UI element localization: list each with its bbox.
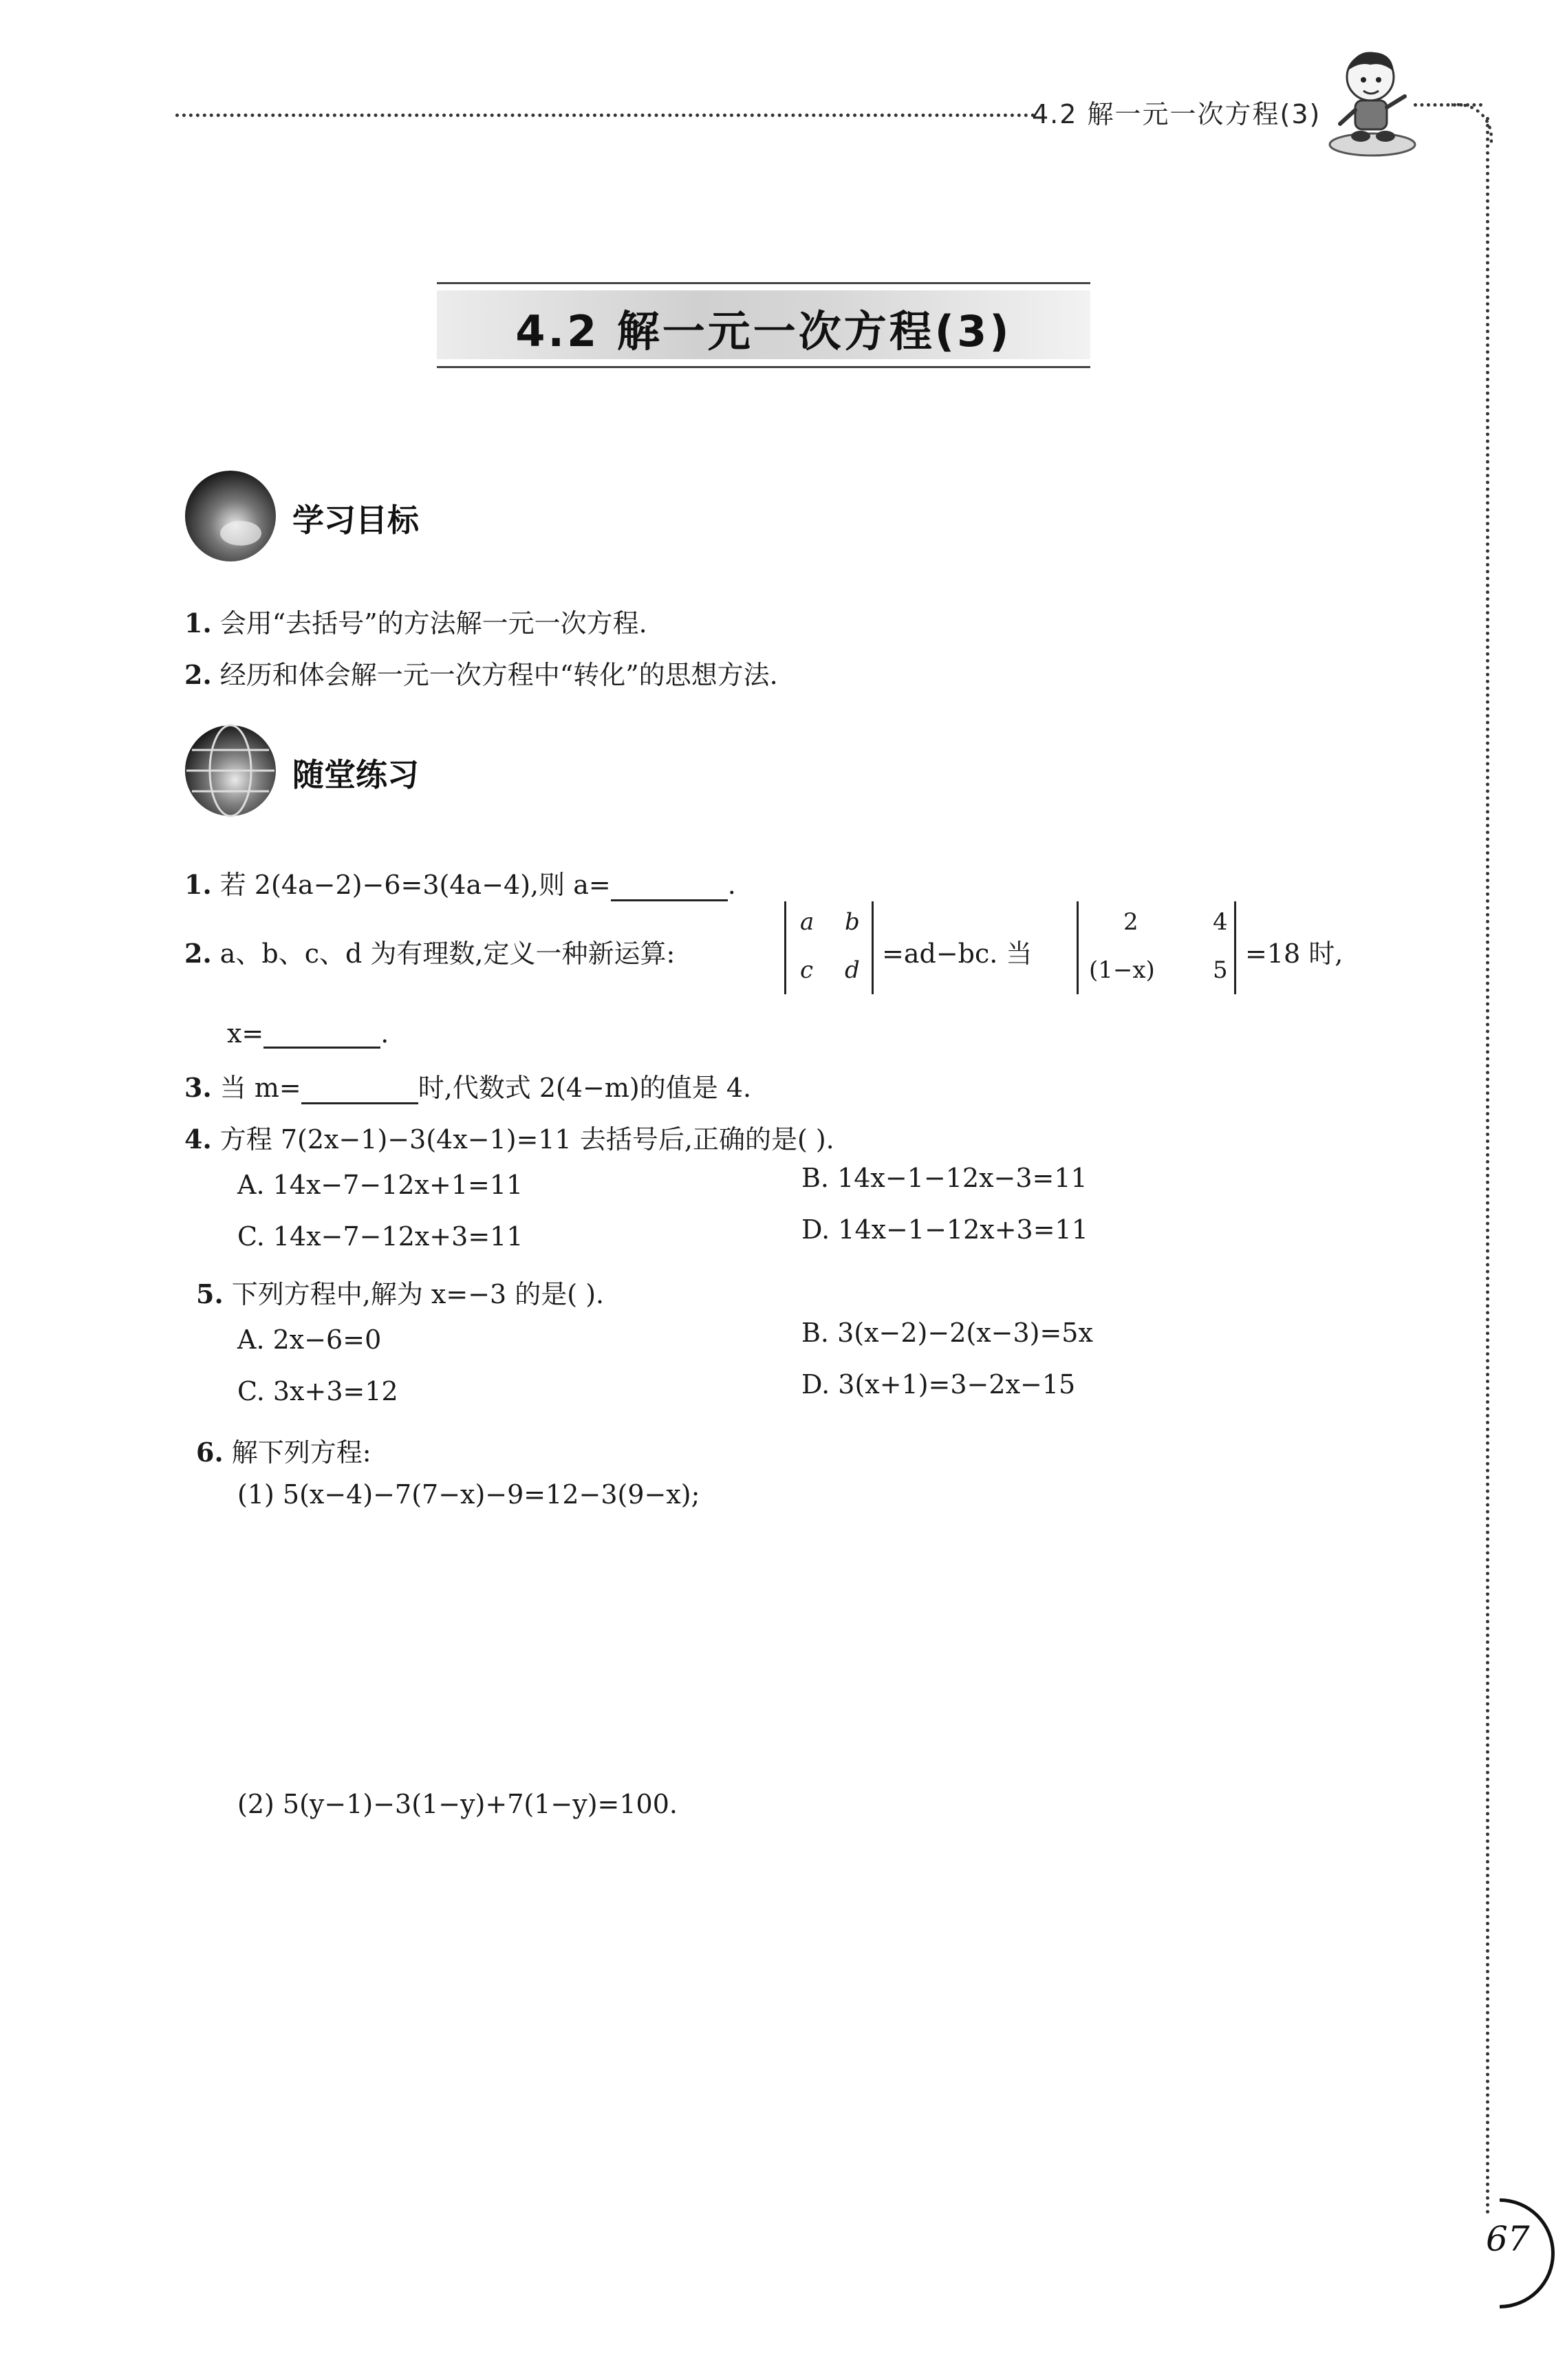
lesson-title-box: [437, 282, 1090, 368]
matrix1-d: d: [845, 956, 860, 984]
section-practice-label: 随堂练习: [292, 756, 419, 793]
answer-blank-q2[interactable]: [263, 1021, 380, 1049]
question-5-option-b[interactable]: B. 3(x−2)−2(x−3)=5x: [801, 1318, 1093, 1348]
question-2-condition: =18 时,: [1245, 939, 1343, 969]
question-4-option-c[interactable]: C. 14x−7−12x+3=11: [237, 1221, 524, 1252]
question-4-option-d[interactable]: D. 14x−1−12x+3=11: [801, 1214, 1088, 1245]
question-4-option-a[interactable]: A. 14x−7−12x+1=11: [237, 1170, 524, 1200]
question-5-option-c[interactable]: C. 3x+3=12: [237, 1376, 398, 1406]
determinant-abcd: [784, 901, 874, 994]
globe-grid-icon: [182, 722, 279, 819]
matrix2-top-left: 2: [1123, 908, 1138, 936]
answer-area-part-2[interactable]: [237, 1837, 1407, 2181]
matrix2-bottom-left: (1−x): [1089, 956, 1155, 984]
matrix2-bottom-right: 5: [1213, 956, 1228, 984]
question-6: 6. 解下列方程:: [196, 1437, 371, 1468]
matrix2-top-right: 4: [1213, 908, 1228, 936]
question-5-option-a[interactable]: A. 2x−6=0: [237, 1325, 382, 1355]
question-6-part-2: (2) 5(y−1)−3(1−y)+7(1−y)=100.: [237, 1789, 678, 1819]
section-goals-label: 学习目标: [292, 502, 419, 539]
question-2-answer-line: x= .: [227, 1018, 389, 1049]
question-2-definition: =ad−bc. 当: [882, 939, 1033, 969]
question-6-part-1: (1) 5(x−4)−7(7−x)−9=12−3(9−x);: [237, 1479, 700, 1510]
question-5-option-d[interactable]: D. 3(x+1)=3−2x−15: [801, 1369, 1076, 1400]
matrix1-c: c: [800, 956, 814, 984]
boy-mascot-icon: [1321, 41, 1424, 158]
question-5: 5. 下列方程中,解为 x=−3 的是( ).: [196, 1278, 605, 1309]
answer-blank-q3[interactable]: [301, 1077, 418, 1104]
question-4-option-b[interactable]: B. 14x−1−12x−3=11: [801, 1163, 1088, 1193]
question-1: 1. 若 2(4a−2)−6=3(4a−4),则 a= .: [184, 869, 736, 900]
globe-icon: [182, 468, 279, 564]
header-dotted-rule: [175, 114, 1035, 117]
answer-blank-q1[interactable]: [611, 874, 728, 901]
question-4: 4. 方程 7(2x−1)−3(4x−1)=11 去括号后,正确的是( ).: [184, 1124, 834, 1155]
goal-item-1: 1. 会用“去括号”的方法解一元一次方程.: [184, 608, 647, 639]
running-header-title: 4.2 解一元一次方程(3): [1032, 99, 1321, 129]
question-3: 3. 当 m= 时,代数式 2(4−m)的值是 4.: [184, 1072, 752, 1103]
question-2: 2. a、b、c、d 为有理数,定义一种新运算:: [184, 938, 676, 969]
matrix1-a: a: [800, 908, 814, 936]
page-number: 67: [1486, 2219, 1530, 2259]
determinant-numeric: [1077, 901, 1236, 994]
lesson-title: 4.2 解一元一次方程(3): [515, 306, 1012, 356]
matrix1-b: b: [845, 908, 860, 936]
answer-area-part-1[interactable]: [237, 1527, 1407, 1768]
goal-item-2: 2. 经历和体会解一元一次方程中“转化”的思想方法.: [184, 659, 778, 690]
side-dotted-rule: [1486, 117, 1489, 2216]
